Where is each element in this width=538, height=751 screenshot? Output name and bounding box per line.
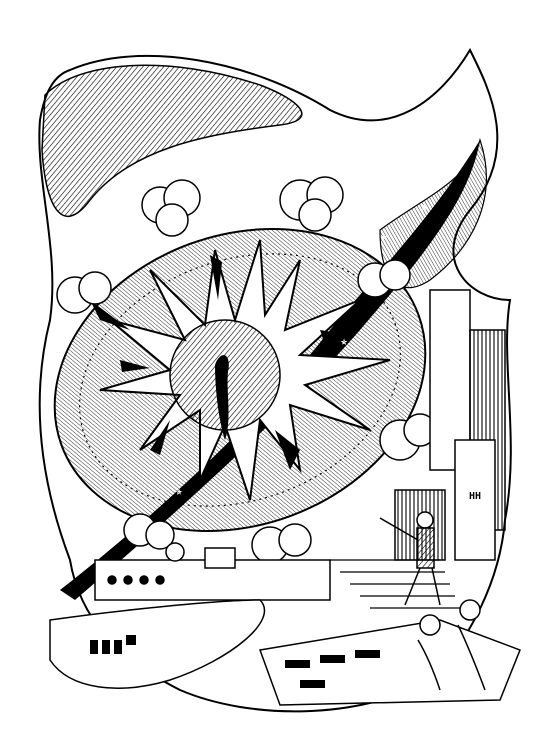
svg-text:★: ★ [380, 233, 389, 243]
svg-text:★: ★ [420, 203, 429, 213]
artist-signature: HH [468, 491, 482, 502]
svg-text:★: ★ [455, 158, 464, 168]
